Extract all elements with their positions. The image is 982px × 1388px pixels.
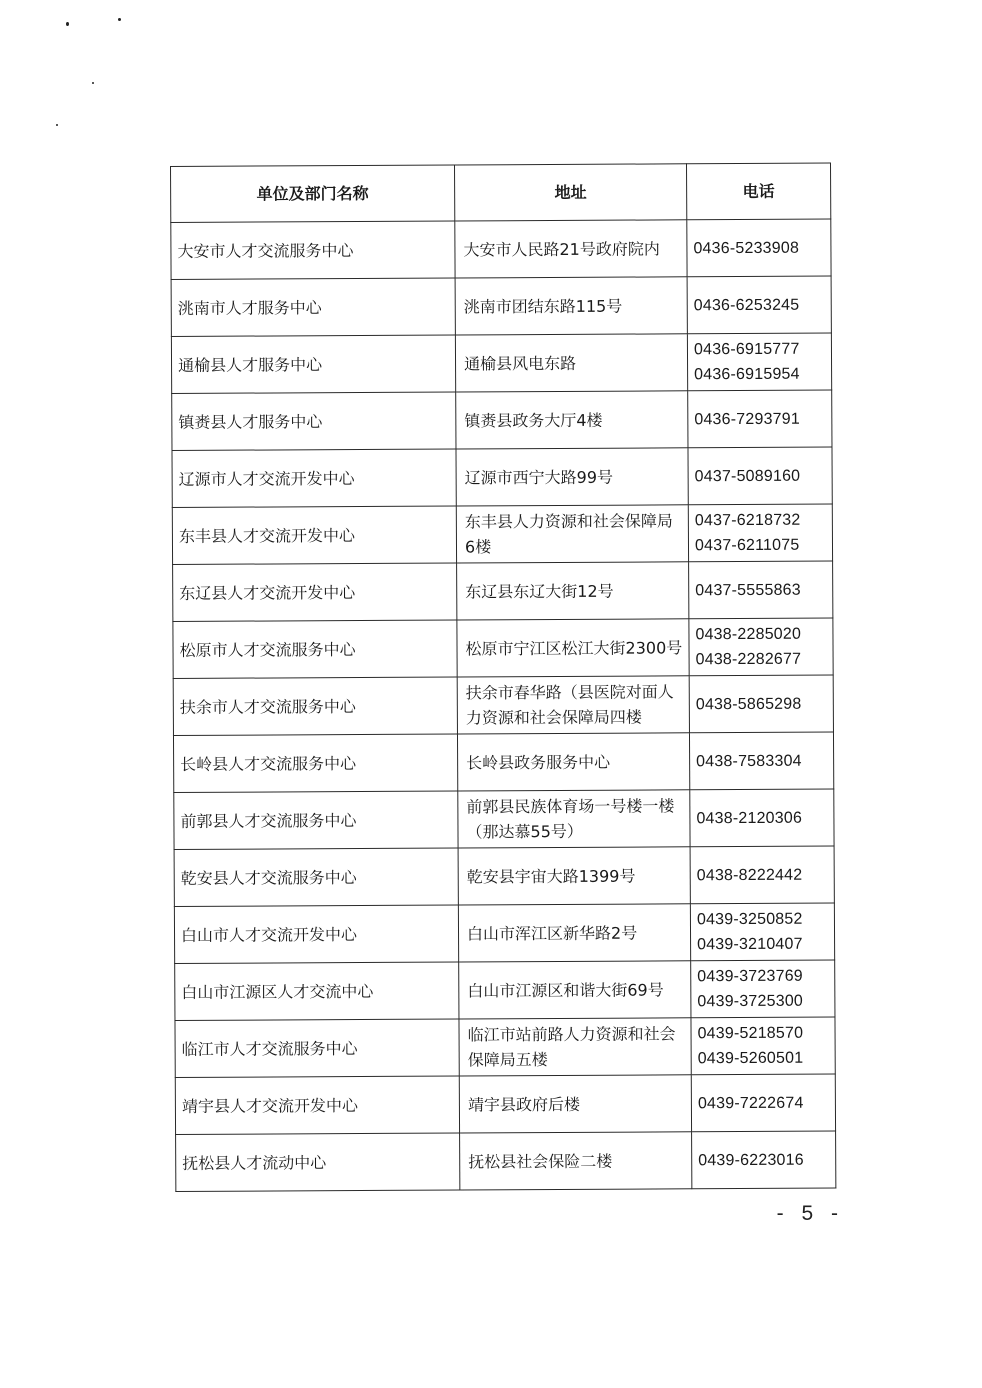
header-name: 单位及部门名称: [171, 165, 455, 222]
cell-phone: [692, 1131, 836, 1189]
cell-address: 靖宇县政府后楼: [459, 1075, 691, 1133]
table-row: [175, 1074, 835, 1134]
cell-unit-name: 松原市人才交流服务中心: [173, 620, 457, 678]
table-row: [171, 219, 831, 279]
phone-number: 0439-3723769: [697, 967, 803, 986]
phone-number: 0436-7293791: [694, 410, 801, 428]
phone-number: 0436-6253245: [693, 296, 800, 314]
phone-number: 0439-3210407: [697, 935, 803, 954]
cell-address: 白山市浑江区新华路2号: [458, 904, 690, 962]
table-header-row: [171, 163, 831, 222]
table-row: [171, 333, 831, 393]
phone-number: 0437-5555863: [695, 581, 801, 599]
cell-address: 辽源市西宁大路99号: [456, 448, 688, 506]
cell-address: 东辽县东辽大街12号: [457, 562, 689, 620]
table-row: [172, 390, 832, 450]
table-row: [173, 675, 833, 735]
cell-address: 东丰县人力资源和社会保障局6楼: [456, 505, 688, 563]
cell-unit-name: 靖宇县人才交流开发中心: [175, 1076, 459, 1134]
cell-unit-name: 通榆县人才服务中心: [171, 335, 455, 393]
cell-phone: [690, 789, 834, 847]
cell-address: 松原市宁江区松江大街2300号: [457, 619, 689, 677]
phone-number: 0439-5260501: [697, 1049, 804, 1068]
cell-unit-name: 长岭县人才交流服务中心: [173, 734, 457, 792]
phone-number: 0438-2282677: [695, 650, 802, 669]
phone-number: 0437-5089160: [694, 467, 801, 485]
cell-address: 镇赉县政务大厅4楼: [456, 391, 688, 449]
cell-phone: [687, 333, 831, 391]
table-row: [173, 618, 833, 678]
cell-phone: [687, 219, 831, 277]
cell-phone: [687, 276, 831, 334]
cell-address: 临江市站前路人力资源和社会保障局五楼: [459, 1018, 691, 1076]
phone-number: 0439-3725300: [697, 992, 804, 1011]
phone-number: 0438-5865298: [695, 695, 802, 713]
cell-unit-name: 大安市人才交流服务中心: [171, 221, 455, 279]
phone-number: 0438-2120306: [696, 809, 803, 827]
cell-unit-name: 临江市人才交流服务中心: [175, 1019, 459, 1077]
cell-phone: [691, 1017, 835, 1075]
cell-unit-name: 东丰县人才交流开发中心: [172, 506, 456, 564]
phone-number: 0437-6218732: [694, 511, 801, 530]
cell-address: 扶余市春华路（县医院对面人力资源和社会保障局四楼: [457, 676, 689, 734]
scan-speck: [56, 124, 58, 126]
table-row: [171, 276, 831, 336]
cell-phone: [691, 1074, 835, 1132]
cell-phone: [689, 618, 833, 676]
phone-number: 0438-7583304: [696, 752, 802, 770]
cell-address: 洮南市团结东路115号: [455, 277, 687, 335]
table-row: [175, 960, 835, 1020]
table-row: [175, 1017, 835, 1077]
cell-address: 白山市江源区和谐大街69号: [459, 961, 691, 1019]
header-address: 地址: [454, 164, 686, 221]
cell-phone: [689, 675, 833, 733]
cell-unit-name: 白山市江源区人才交流中心: [175, 962, 459, 1020]
phone-number: 0436-6915777: [693, 340, 800, 359]
cell-phone: [688, 390, 832, 448]
table-row: [174, 846, 834, 906]
table-row: [173, 561, 833, 621]
phone-number: 0439-3250852: [696, 910, 803, 929]
cell-unit-name: 镇赉县人才服务中心: [172, 392, 456, 450]
table-row: [173, 732, 833, 792]
cell-unit-name: 扶余市人才交流服务中心: [173, 677, 457, 735]
cell-phone: [688, 504, 832, 562]
cell-phone: [689, 732, 833, 790]
page-number: - 5 -: [776, 1202, 844, 1225]
cell-address: 大安市人民路21号政府院内: [455, 220, 687, 278]
cell-unit-name: 白山市人才交流开发中心: [174, 905, 458, 963]
phone-number: 0437-6211075: [694, 536, 800, 555]
scan-speck: [118, 18, 121, 21]
phone-number: 0438-2285020: [695, 625, 802, 644]
table-row: [172, 447, 832, 507]
cell-unit-name: 辽源市人才交流开发中心: [172, 449, 456, 507]
phone-number: 0438-8222442: [696, 866, 803, 884]
cell-address: 前郭县民族体育场一号楼一楼（那达慕55号）: [458, 790, 690, 848]
phone-number: 0439-5218570: [697, 1024, 804, 1043]
cell-address: 乾安县宇宙大路1399号: [458, 847, 690, 905]
cell-address: 长岭县政务服务中心: [457, 733, 689, 791]
scan-speck: [66, 22, 69, 26]
table-row: [176, 1131, 836, 1191]
phone-number: 0436-6915954: [694, 365, 800, 384]
contact-table: [170, 163, 836, 1192]
table-row: [172, 504, 832, 564]
cell-address: 抚松县社会保险二楼: [460, 1132, 692, 1190]
cell-phone: [688, 447, 832, 505]
table-body: [171, 219, 836, 1191]
cell-unit-name: 前郭县人才交流服务中心: [174, 791, 458, 849]
table-row: [174, 903, 834, 963]
cell-unit-name: 乾安县人才交流服务中心: [174, 848, 458, 906]
table-row: [174, 789, 834, 849]
cell-phone: [690, 903, 834, 961]
cell-phone: [691, 960, 835, 1018]
cell-phone: [689, 561, 833, 619]
header-phone: 电话: [686, 163, 830, 220]
phone-number: 0439-6223016: [698, 1151, 804, 1169]
cell-unit-name: 抚松县人才流动中心: [176, 1133, 460, 1191]
cell-unit-name: 东辽县人才交流开发中心: [173, 563, 457, 621]
scan-speck: [92, 82, 94, 84]
cell-phone: [690, 846, 834, 904]
phone-number: 0439-7222674: [697, 1094, 804, 1112]
cell-address: 通榆县风电东路: [455, 334, 687, 392]
phone-number: 0436-5233908: [693, 239, 800, 257]
cell-unit-name: 洮南市人才服务中心: [171, 278, 455, 336]
